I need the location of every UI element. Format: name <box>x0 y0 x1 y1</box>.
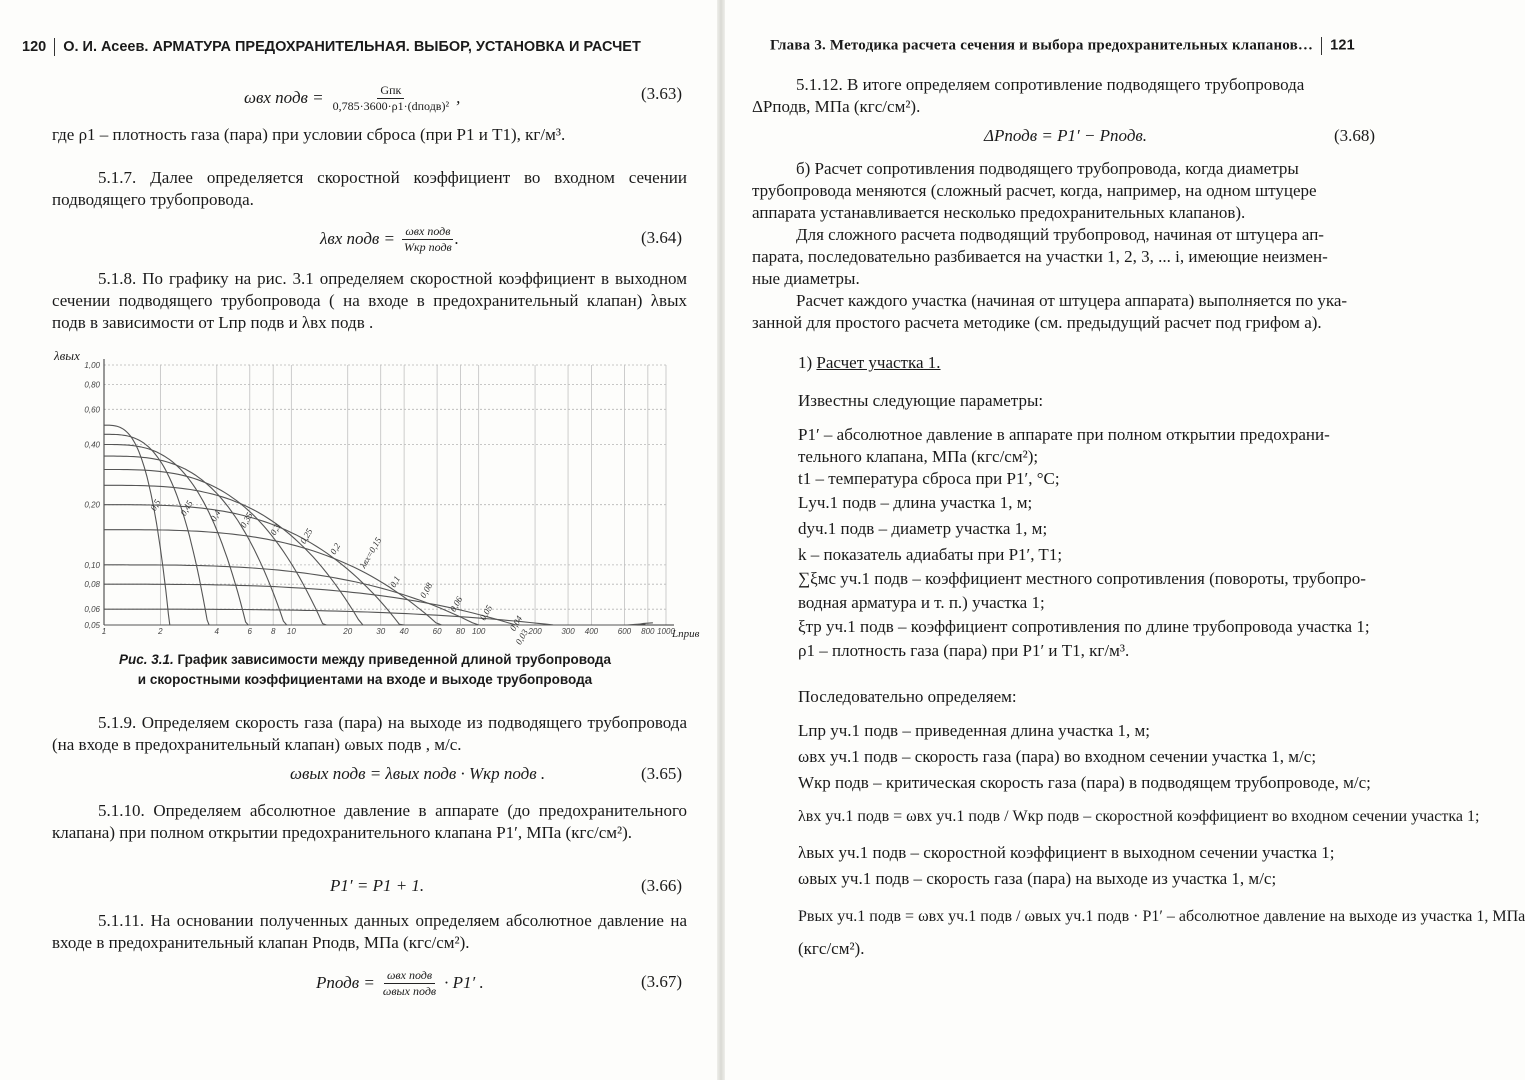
curve-label: 0,1 <box>387 574 403 590</box>
paragraph-d-line2: занной для простого расчета методике (см. предыдущий расчет под грифом а). <box>752 313 1322 332</box>
known-params-intro: Известны следующие параметры: <box>798 391 1044 410</box>
curve-label: 0,35 <box>238 510 255 530</box>
param-line: водная арматура и т. п.) участка 1; <box>798 593 1045 612</box>
curve-label: 0,45 <box>178 498 195 518</box>
y-tick-label: 0,60 <box>84 405 100 415</box>
result-line: Lпр уч.1 подв – приведенная длина участка 1, м; <box>798 721 1150 740</box>
result-line: Wкр подв – критическая скорость газа (пара) в подводящем трубопроводе, м/с; <box>798 773 1371 792</box>
curve-label: 0,03 <box>513 627 531 647</box>
eq-3-64-fraction <box>401 224 455 255</box>
x-tick-label: 60 <box>432 627 442 636</box>
y-tick-label: 0,80 <box>84 380 100 390</box>
caption-text-1: График зависимости между приведенной длиной трубопровода <box>177 652 612 667</box>
eq-3-66-number: (3.66) <box>641 876 683 895</box>
y-tick-label: 0,06 <box>84 605 100 615</box>
x-tick-label: 600 <box>617 627 632 636</box>
figure-3-1-chart <box>48 344 700 647</box>
x-tick-label: 6 <box>247 627 253 636</box>
caption-label: Рис. 3.1. <box>118 652 174 667</box>
paragraph-5-1-11: 5.1.11. На основании полученных данных определяем абсолютное давление на входе в предохранительный клапан Pподв, МПа (кгс/см²). <box>52 911 687 952</box>
eq-3-63-denominator: 0,785·3600·ρ1·(dподв)² <box>332 98 450 113</box>
curve-lambda-1 <box>104 425 185 625</box>
eq-3-67-denominator: ωвых подв <box>382 983 437 998</box>
equation-3-66: P1′ = P1 + 1. <box>330 876 425 895</box>
section-title: Расчет участка 1. <box>816 353 941 372</box>
y-tick-label: 0,40 <box>84 440 100 450</box>
running-head-right: Глава 3. Методика расчета сечения и выбора предохранительных клапанов… <box>770 37 1314 54</box>
eq-3-64-number: (3.64) <box>641 228 683 247</box>
paragraph-b-line2: трубопровода меняются (сложный расчет, когда, например, на одном штуцере <box>752 181 1317 200</box>
x-tick-label: 4 <box>214 627 220 636</box>
x-tick-label: 30 <box>376 627 386 636</box>
curve-label: 0,4 <box>208 508 223 524</box>
paragraph-d-line1: Расчет каждого участка (начиная от штуцера аппарата) выполняется по ука- <box>796 291 1348 310</box>
paragraph-5-1-9: 5.1.9. Определяем скорость газа (пара) на выходе из подводящего трубопровода (на входе в предохранительный клапан) ωвых подв , м/с. <box>52 713 687 754</box>
x-axis-label: Lприв <box>672 628 700 640</box>
result-line: (кгс/см²). <box>798 939 865 958</box>
curve-label: 0,2 <box>327 541 343 557</box>
equation-3-63: ωвх подв = Gпк 0,785·3600·ρ1·(dподв)² , <box>244 82 461 113</box>
x-tick-label: 80 <box>456 627 465 636</box>
paragraph-c-line3: ные диаметры. <box>752 269 860 288</box>
running-header-right <box>770 37 1355 55</box>
eq-3-67-fraction <box>380 968 439 999</box>
figure-3-1 <box>48 344 700 647</box>
x-tick-label: 800 <box>641 627 655 636</box>
paragraph-c-line2: парата, последовательно разбивается на участки 1, 2, 3, ... i, имеющие неизмен- <box>752 247 1328 266</box>
paragraph-5-1-7: 5.1.7. Далее определяется скоростной коэффициент во входном сечении подводящего трубопровода. <box>52 168 687 209</box>
result-line: ωвых уч.1 подв – скорость газа (пара) на выходе из участка 1, м/с; <box>798 869 1277 888</box>
eq-3-63-number: (3.63) <box>641 84 683 103</box>
paragraph-5-1-8: 5.1.8. По графику на рис. 3.1 определяем скоростной коэффициент в выходном сечении подводящего трубопровода ( на входе в предохранительный клапан) λвых подв в зависимости от Lпр подв и λвх подв . <box>52 269 687 332</box>
eq-3-67-lhs: Pподв = <box>316 973 375 992</box>
curve-label: 0,06 <box>447 594 465 614</box>
running-head-left: О. И. Асеев. АРМАТУРА ПРЕДОХРАНИТЕЛЬНАЯ. ВЫБОР, УСТАНОВКА И РАСЧЕТ <box>63 38 641 55</box>
eq-3-63-lhs: ωвх подв = <box>244 88 324 107</box>
section-heading <box>798 352 941 374</box>
eq-3-67-tail: · P1′ . <box>444 973 484 992</box>
x-tick-label: 100 <box>471 627 486 636</box>
param-line: k – показатель адиабаты при P1′, T1; <box>798 545 1063 564</box>
paragraph-5-1-12-line1: 5.1.12. В итоге определяем сопротивление подводящего трубопровода <box>796 75 1305 94</box>
curve-lambda-14 <box>104 623 653 625</box>
eq-3-63-numerator: Gпк <box>377 83 404 99</box>
x-tick-label: 8 <box>270 627 276 636</box>
x-tick-label: 2 <box>158 627 163 636</box>
x-tick-label: 1000 <box>657 627 675 636</box>
x-tick-label: 1 <box>101 627 107 636</box>
y-tick-label: 0,10 <box>84 560 100 570</box>
result-line: ωвх уч.1 подв – скорость газа (пара) во входном сечении участка 1, м/с; <box>798 747 1317 766</box>
paragraph-b-line1: б) Расчет сопротивления подводящего трубопровода, когда диаметры <box>796 159 1299 178</box>
eq-3-64-lhs: λвх подв = <box>320 229 396 248</box>
paragraph-b-line3: аппарата устанавливается несколько предохранительных клапанов). <box>752 203 1246 222</box>
x-tick-label: 200 <box>528 627 542 636</box>
param-line: dуч.1 подв – диаметр участка 1, м; <box>798 519 1048 538</box>
param-line: t1 – температура сброса при P1′, °C; <box>798 469 1060 488</box>
curve-label: 0,3 <box>268 521 283 537</box>
page-left <box>0 0 718 1080</box>
equation-3-68: ΔPподв = P1′ − Pподв. <box>984 126 1148 145</box>
results-list <box>798 720 1525 960</box>
y-tick-label: 0,20 <box>84 500 100 510</box>
x-tick-label: 40 <box>399 627 409 636</box>
running-header-left <box>22 38 641 56</box>
equation-3-67 <box>316 960 484 1006</box>
eq-3-68-number: (3.68) <box>1334 126 1376 145</box>
header-divider-right <box>1321 37 1322 55</box>
section-number: 1) <box>798 353 817 372</box>
param-line: P1′ – абсолютное давление в аппарате при полном открытии предохрани- <box>798 425 1330 444</box>
x-tick-label: 400 <box>584 627 599 636</box>
page-number-left: 120 <box>22 38 47 55</box>
equation-3-64: λвх подв = ωвх подв Wкр подв . <box>320 223 459 254</box>
eq-3-67-numerator: ωвх подв <box>384 968 435 984</box>
page-right <box>722 0 1525 1080</box>
paragraph-c-line1: Для сложного расчета подводящий трубопровод, начиная от штуцера ап- <box>796 225 1324 244</box>
figure-caption <box>60 650 670 690</box>
where-rho-line: где ρ1 – плотность газа (пара) при условии сброса (при P1 и T1), кг/м³. <box>52 125 566 144</box>
eq-3-67-number: (3.67) <box>641 972 683 991</box>
eq-3-64-numerator: ωвх подв <box>402 224 453 240</box>
param-line: ∑ξмс уч.1 подв – коэффициент местного сопротивления (повороты, трубопро- <box>798 569 1366 588</box>
y-tick-label: 0,08 <box>84 580 100 590</box>
header-divider <box>54 38 55 56</box>
eq-3-65-number: (3.65) <box>641 764 683 783</box>
x-tick-label: 10 <box>286 627 296 636</box>
x-tick-label: 300 <box>561 627 575 636</box>
x-tick-label: 20 <box>343 627 353 636</box>
curve-lambda-11 <box>104 609 569 625</box>
paragraph-5-1-10: 5.1.10. Определяем абсолютное давление в аппарате (до предохранительного клапана) при полном открытии предохранительного клапана P1′, МПа (кгс/см²). <box>52 801 687 842</box>
params-list <box>798 424 1398 662</box>
curve-label: 0,5 <box>148 497 163 513</box>
y-axis-label: λвых <box>54 348 80 363</box>
curve-label: λвх=0,15 <box>357 535 384 570</box>
eq-3-64-denominator: Wкр подв <box>404 239 452 254</box>
paragraph-5-1-12-line2: ΔPподв, МПа (кгс/см²). <box>752 97 921 116</box>
y-tick-label: 1,00 <box>84 361 100 370</box>
result-line: λвых уч.1 подв – скоростной коэффициент в выходном сечении участка 1; <box>798 843 1335 862</box>
caption-text-2: и скоростными коэффициентами на входе и выходе трубопровода <box>137 672 593 687</box>
curve-label: 0,25 <box>297 526 315 546</box>
curve-label: 0,05 <box>477 603 495 622</box>
result-line: λвх уч.1 подв = ωвх уч.1 подв / Wкр подв – скоростной коэффициент во входном сечении участка 1; <box>798 808 1480 825</box>
curve-label: 0,08 <box>417 580 435 600</box>
param-line: Lуч.1 подв – длина участка 1, м; <box>798 493 1033 512</box>
eq-3-63-fraction <box>330 83 452 114</box>
param-line: тельного клапана, МПа (кгс/см²); <box>798 447 1039 466</box>
y-tick-label: 0,05 <box>84 621 100 630</box>
result-line: Pвых уч.1 подв = ωвх уч.1 подв / ωвых уч.1 подв · P1′ – абсолютное давление на выходе из участка 1, МПа <box>798 908 1525 925</box>
sequential-intro: Последовательно определяем: <box>798 687 1017 706</box>
equation-3-65: ωвых подв = λвых подв · Wкр подв . <box>290 764 546 783</box>
param-line: ξтр уч.1 подв – коэффициент сопротивления по длине трубопровода участка 1; <box>798 617 1370 636</box>
param-line: ρ1 – плотность газа (пара) при P1′ и T1, кг/м³. <box>798 641 1130 660</box>
page-number-right: 121 <box>1330 37 1355 54</box>
curve-label: 0,04 <box>507 613 525 633</box>
